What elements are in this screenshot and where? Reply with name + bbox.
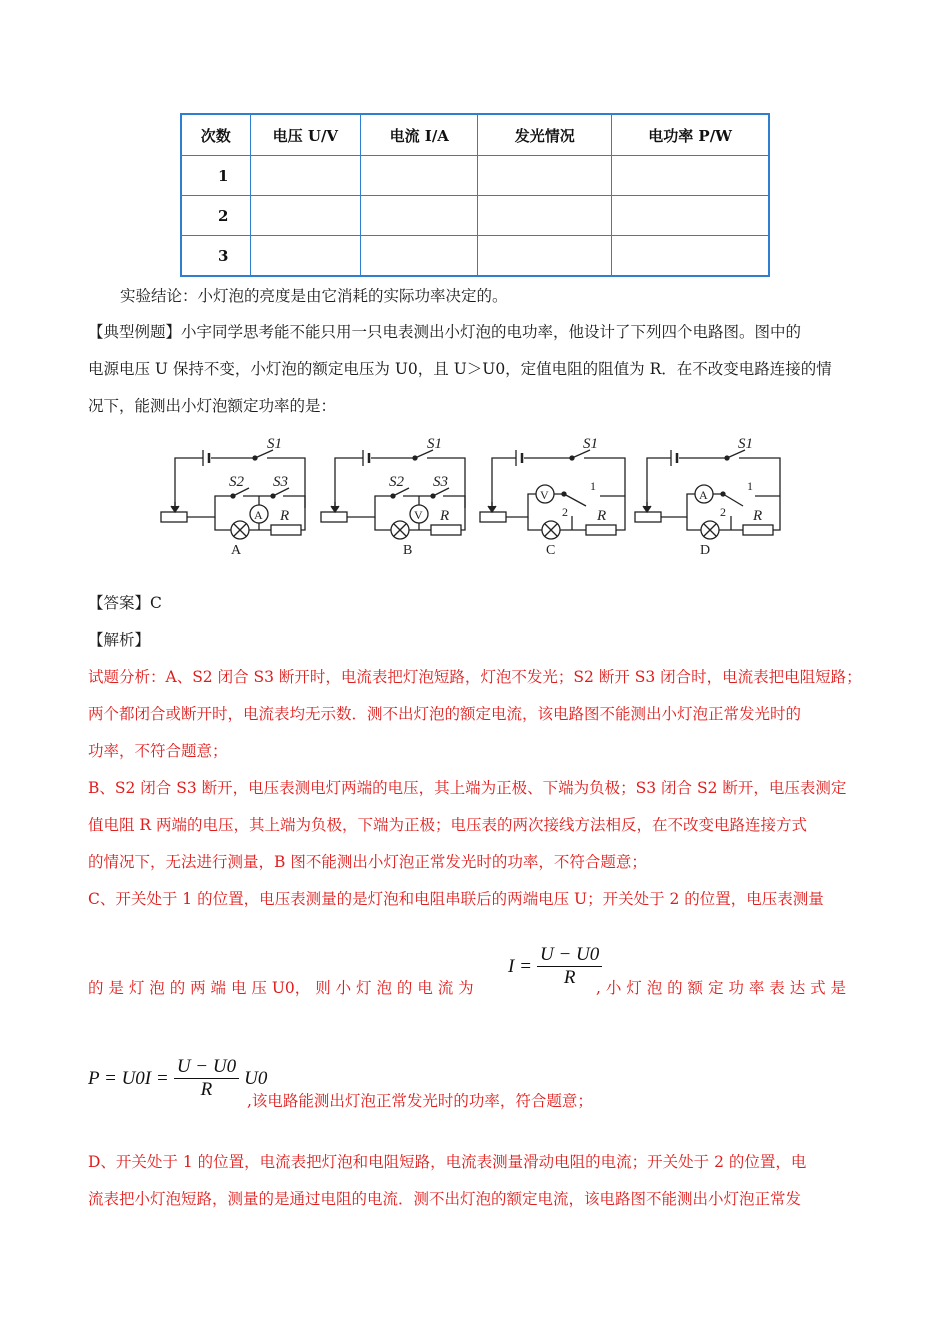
table-cell bbox=[361, 236, 478, 277]
resistor-label: R bbox=[753, 508, 763, 524]
circuit-a bbox=[161, 436, 305, 558]
resistor-label: R bbox=[440, 508, 450, 524]
circuit-d bbox=[635, 436, 780, 558]
table-cell bbox=[250, 236, 361, 277]
position-label: 2 bbox=[562, 505, 568, 519]
analysis-a-line-2: 两个都闭合或断开时，电流表均无示数．测不出灯泡的额定电流，该电路图不能测出小灯泡正常发光时的 bbox=[88, 705, 802, 723]
formula-numerator: U − U0 bbox=[174, 1056, 239, 1079]
switch-label: S3 bbox=[433, 474, 448, 490]
analysis-c-line-2: 的 是 灯 泡 的 两 端 电 压 U0， 则 小 灯 泡 的 电 流 为 bbox=[88, 979, 474, 997]
switch-label: S1 bbox=[738, 436, 753, 452]
row-number: 1 bbox=[181, 156, 250, 196]
example-text: 小宇同学思考能不能只用一只电表测出小灯泡的电功率，他设计了下列四个电路图。图中的 bbox=[181, 323, 802, 341]
circuit-label: C bbox=[546, 543, 556, 558]
table-cell bbox=[361, 156, 478, 196]
table-cell bbox=[361, 196, 478, 236]
analysis-a-line-1: 试题分析：A、S2 闭合 S3 断开时，电流表把灯泡短路，灯泡不发光；S2 断开 S3 闭合时，电流表把电阻短路； bbox=[88, 668, 862, 686]
formula-fraction bbox=[174, 1056, 239, 1101]
switch-label: S2 bbox=[229, 474, 244, 490]
row-number: 3 bbox=[181, 236, 250, 277]
data-table bbox=[180, 113, 770, 277]
analysis-c-line-2b: , 小 灯 泡 的 额 定 功 率 表 达 式 是 bbox=[596, 979, 847, 997]
table-cell bbox=[612, 156, 769, 196]
example-tag: 【典型例题】 bbox=[88, 323, 182, 341]
circuit-b bbox=[321, 436, 465, 558]
circuit-c bbox=[480, 436, 625, 558]
current-formula bbox=[508, 944, 602, 989]
resistor-label: R bbox=[597, 508, 607, 524]
position-label: 2 bbox=[720, 505, 726, 519]
formula-lhs: P = U0I = bbox=[88, 1067, 169, 1089]
example-line-2: 电源电压 U 保持不变，小灯泡的额定电压为 U0，且 U＞U0，定值电阻的阻值为 R．在不改变电路连接的情 bbox=[88, 360, 832, 378]
circuit-label: A bbox=[231, 543, 242, 558]
formula-tail: U0 bbox=[244, 1067, 268, 1089]
table-cell bbox=[250, 156, 361, 196]
ammeter-label: A bbox=[699, 488, 708, 502]
table-cell bbox=[612, 236, 769, 277]
example-line-1 bbox=[88, 320, 801, 342]
table-row bbox=[181, 156, 769, 196]
analysis-title: 【解析】 bbox=[88, 631, 151, 649]
analysis-a-line-3: 功率，不符合题意； bbox=[88, 742, 228, 760]
position-label: 1 bbox=[747, 479, 753, 493]
experiment-conclusion: 实验结论：小灯泡的亮度是由它消耗的实际功率决定的。 bbox=[120, 287, 508, 305]
analysis-b-line-1: B、S2 闭合 S3 断开，电压表测电灯两端的电压，其上端为正极、下端为负极；S3 闭合 S2 断开，电压表测定 bbox=[88, 779, 847, 797]
switch-label: S1 bbox=[583, 436, 598, 452]
answer: 【答案】C bbox=[88, 594, 162, 612]
switch-label: S2 bbox=[389, 474, 404, 490]
table-cell bbox=[478, 196, 612, 236]
table-header-row bbox=[181, 114, 769, 156]
analysis-d-line-1: D、开关处于 1 的位置，电流表把灯泡和电阻短路，电流表测量滑动电阻的电流；开关处于 2 的位置，电 bbox=[88, 1153, 807, 1171]
table-cell bbox=[612, 196, 769, 236]
switch-label: S3 bbox=[273, 474, 288, 490]
analysis-c-line-3: ,该电路能测出灯泡正常发光时的功率，符合题意； bbox=[247, 1092, 593, 1110]
table-header-cell: 发光情况 bbox=[478, 114, 612, 156]
example-line-3: 况下，能测出小灯泡额定功率的是： bbox=[88, 397, 337, 415]
formula-lhs: I = bbox=[508, 955, 532, 977]
circuit-diagrams bbox=[155, 430, 795, 560]
table-header-cell: 电压 U/V bbox=[250, 114, 361, 156]
switch-label: S1 bbox=[267, 436, 282, 452]
table-header-cell: 次数 bbox=[181, 114, 250, 156]
analysis-b-line-2: 值电阻 R 两端的电压，其上端为负极，下端为正极；电压表的两次接线方法相反，在不改变电路连接方式 bbox=[88, 816, 808, 834]
formula-denominator: R bbox=[200, 1079, 213, 1100]
position-label: 1 bbox=[590, 479, 596, 493]
formula-denominator: R bbox=[563, 967, 576, 988]
formula-fraction bbox=[537, 944, 602, 989]
analysis-c-line-1: C、开关处于 1 的位置，电压表测量的是灯泡和电阻串联后的两端电压 U；开关处于 2 的位置，电压表测量 bbox=[88, 890, 824, 908]
voltmeter-label: V bbox=[414, 508, 423, 522]
table-header-cell: 电功率 P/W bbox=[612, 114, 769, 156]
row-number: 2 bbox=[181, 196, 250, 236]
table-cell bbox=[478, 156, 612, 196]
table-row bbox=[181, 196, 769, 236]
switch-label: S1 bbox=[427, 436, 442, 452]
power-formula bbox=[88, 1056, 267, 1101]
table-header-cell: 电流 I/A bbox=[361, 114, 478, 156]
circuit-label: B bbox=[403, 543, 413, 558]
circuit-label: D bbox=[700, 543, 711, 558]
ammeter-label: A bbox=[254, 508, 263, 522]
resistor-label: R bbox=[280, 508, 290, 524]
analysis-d-line-2: 流表把小灯泡短路，测量的是通过电阻的电流．测不出灯泡的额定电流，该电路图不能测出小灯泡正常发 bbox=[88, 1190, 802, 1208]
table-cell bbox=[478, 236, 612, 277]
table-cell bbox=[250, 196, 361, 236]
table-row bbox=[181, 236, 769, 277]
analysis-b-line-3: 的情况下，无法进行测量，B 图不能测出小灯泡正常发光时的功率，不符合题意； bbox=[88, 853, 647, 871]
formula-numerator: U − U0 bbox=[537, 944, 602, 967]
voltmeter-label: V bbox=[540, 488, 549, 502]
